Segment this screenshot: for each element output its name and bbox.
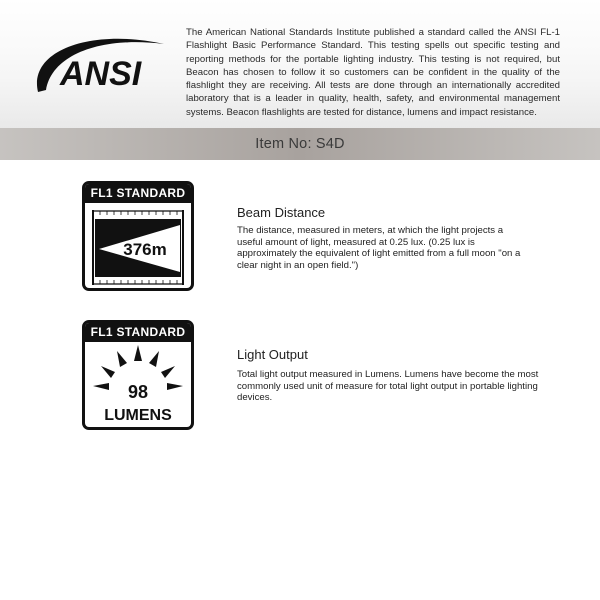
beam-distance-badge: [82, 181, 194, 291]
item-number-bar: [0, 128, 600, 160]
intro-paragraph: The American National Standards Institute published a standard called the ANSI FL-1 Flashlight Basic Performance Standard. This testing spells out specific testing and reporting methods for the portable lighting industry. This testing is not required, but Beacon has chosen to follow it so customers can be confident in the quality of the flashlight they are receiving. All tests are done through an internationally accredited laboratory that is a leader in quality, health, safety, and environmental management systems. Beacon flashlights are tested for distance, lumens and impact resistance.: [186, 27, 560, 118]
beam-distance-description: The distance, measured in meters, at which the light projects a useful amount of light, measured at 0.25 lux. (0.25 lux is approximately the equivalent of light emitted from a full moon "on a clear night in an open field."): [237, 225, 521, 271]
beam-distance-title: Beam Distance: [237, 205, 326, 220]
ansi-logo: [30, 22, 170, 112]
badge-header: FL1 STANDARD: [85, 184, 191, 203]
light-output-unit: LUMENS: [104, 407, 172, 424]
logo-text: ANSI: [60, 55, 142, 93]
badge-header: FL1 STANDARD: [85, 323, 191, 342]
light-output-badge: [82, 320, 194, 430]
beam-distance-icon: [85, 203, 191, 288]
light-output-value: 98: [127, 382, 149, 402]
light-output-title: Light Output: [237, 347, 308, 362]
ansi-info-section: [0, 0, 600, 128]
item-number: Item No: S4D: [255, 136, 345, 152]
light-output-description: Total light output measured in Lumens. Lumens have become the most commonly used unit of measure for total light output in portable lighting devices.: [237, 369, 539, 404]
light-output-icon: [85, 342, 191, 427]
beam-distance-value: 376m: [123, 240, 167, 259]
